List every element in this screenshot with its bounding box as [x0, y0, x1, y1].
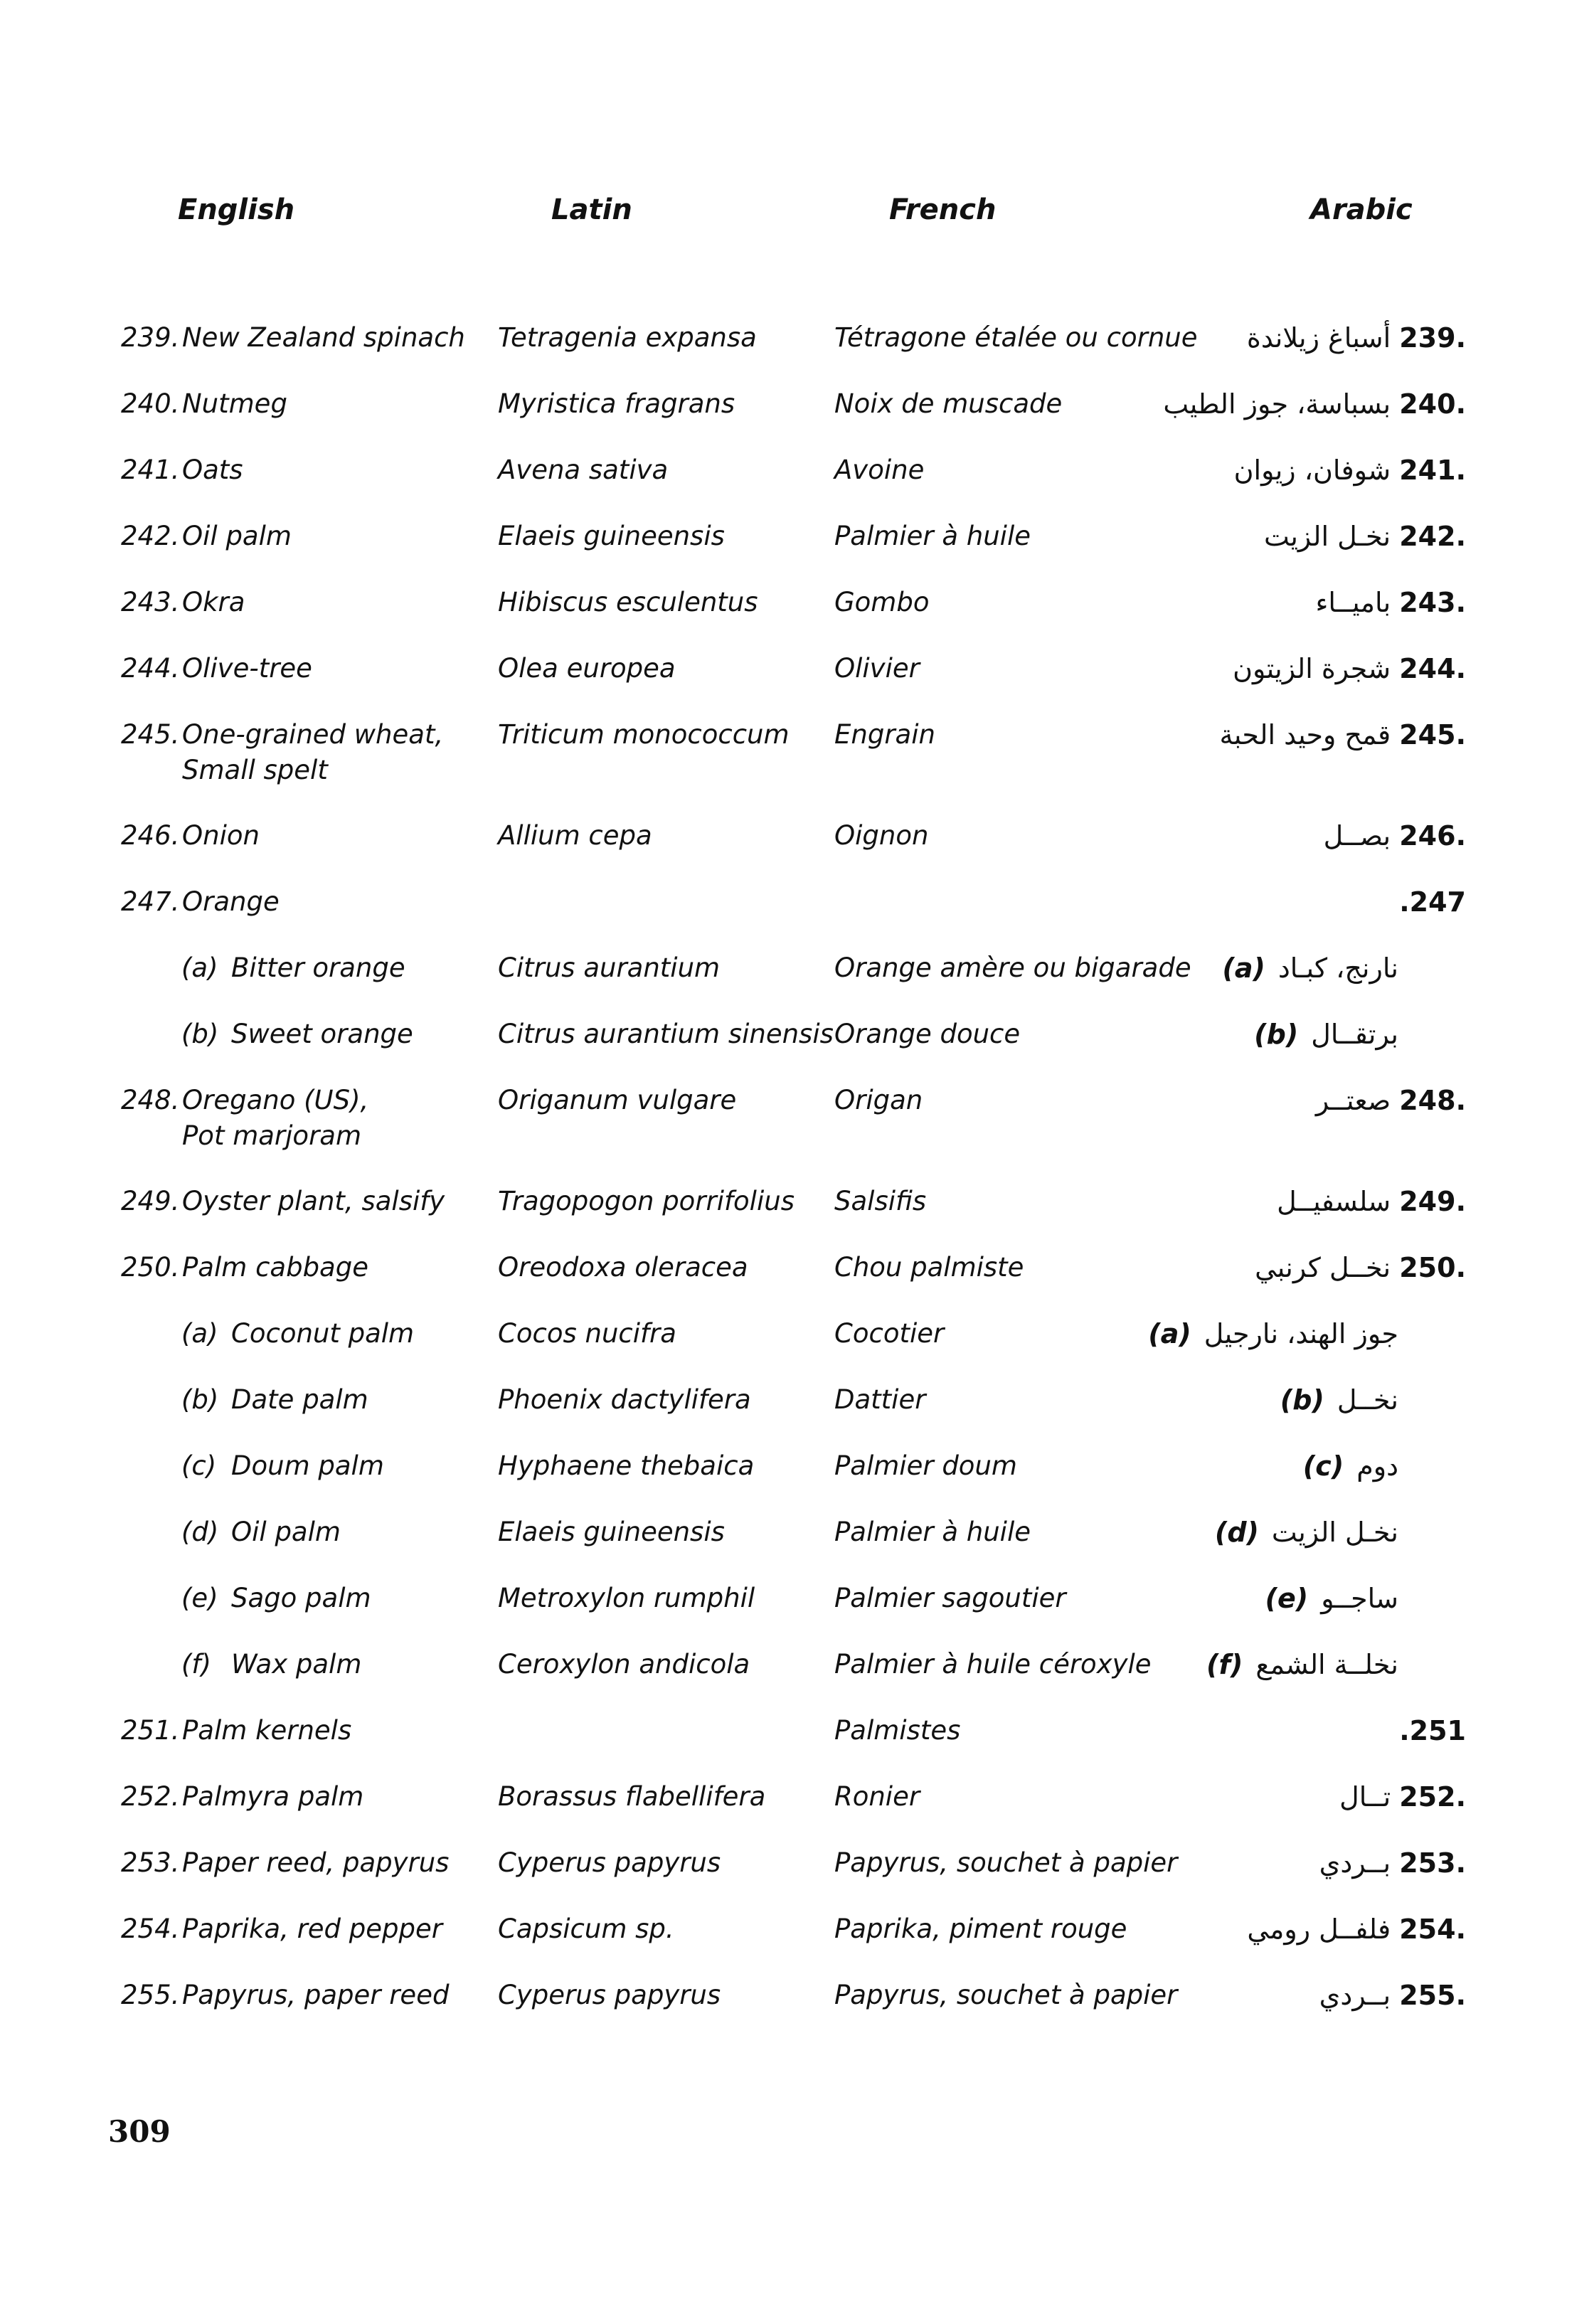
sub-entry-letter: (d) — [181, 1517, 219, 1547]
entry-number: 250. — [121, 1252, 180, 1283]
french-term: Palmier à huile — [834, 521, 1031, 551]
column-header — [0, 193, 1594, 236]
arabic-sub-letter: (c) — [1302, 1450, 1344, 1482]
english-term — [181, 1316, 537, 1352]
arabic-text: سلسفيــل — [1277, 1186, 1391, 1217]
table-row — [0, 1845, 1594, 1911]
arabic-entry-number: .243 — [1399, 587, 1466, 618]
arabic-term — [1096, 1250, 1466, 1285]
english-term — [121, 884, 477, 920]
latin-term: Citrus aurantium — [498, 953, 721, 983]
english-text: Oats — [182, 455, 243, 485]
arabic-term — [1096, 1911, 1466, 1947]
latin-term: Avena sativa — [498, 455, 669, 485]
arabic-term — [1096, 818, 1466, 854]
french-term: Tétragone étalée ou cornue — [834, 322, 1198, 353]
arabic-term — [1029, 1647, 1398, 1682]
english-term — [181, 1382, 537, 1418]
entry-number: 245. — [121, 719, 180, 750]
french-term: Dattier — [834, 1384, 926, 1415]
english-term — [121, 1978, 477, 2013]
french-term: Origan — [834, 1085, 923, 1115]
arabic-term — [1029, 1581, 1398, 1616]
arabic-entry-number: .248 — [1399, 1085, 1466, 1116]
french-term: Cocotier — [834, 1318, 945, 1349]
table-row — [0, 585, 1594, 651]
arabic-text: أسباغ زيلاندة — [1246, 322, 1391, 354]
english-text: Palm kernels — [182, 1715, 352, 1746]
arabic-term — [1096, 1845, 1466, 1881]
arabic-text: نخــل كرنبي — [1255, 1252, 1391, 1283]
table-row — [0, 1647, 1594, 1713]
french-term: Papyrus, souchet à papier — [834, 1980, 1178, 2010]
latin-term: Tragopogon porrifolius — [498, 1186, 795, 1216]
french-term: Palmistes — [834, 1715, 961, 1746]
arabic-entry-number: .255 — [1399, 1980, 1466, 2011]
table-row — [0, 519, 1594, 585]
english-text: Coconut palm — [231, 1318, 415, 1349]
latin-term: Tetragenia expansa — [498, 322, 757, 353]
arabic-term — [1029, 1448, 1398, 1484]
arabic-sub-letter: (e) — [1265, 1583, 1309, 1614]
english-text: Sago palm — [231, 1583, 371, 1613]
table-row — [0, 717, 1594, 818]
sub-entry-letter: (f) — [181, 1649, 211, 1680]
entry-number: 252. — [121, 1781, 180, 1812]
sub-entry-letter: (a) — [181, 1318, 218, 1349]
english-term — [121, 1184, 477, 1219]
french-term: Orange amère ou bigarade — [834, 953, 1191, 983]
english-text: Bitter orange — [231, 953, 405, 983]
latin-term: Metroxylon rumphil — [498, 1583, 755, 1613]
english-term — [181, 1581, 537, 1616]
arabic-term — [1029, 1382, 1398, 1418]
sub-entry-letter: (b) — [181, 1019, 219, 1049]
arabic-sub-letter: (b) — [1254, 1019, 1299, 1050]
french-term: Palmier à huile — [834, 1517, 1031, 1547]
latin-term: Citrus aurantium sinensis — [498, 1019, 834, 1049]
english-text: Sweet orange — [231, 1019, 413, 1049]
arabic-text: برتقــال — [1311, 1019, 1398, 1050]
table-row — [0, 1316, 1594, 1382]
english-term — [181, 950, 537, 986]
table-row — [0, 651, 1594, 717]
french-term: Chou palmiste — [834, 1252, 1024, 1283]
arabic-term — [1096, 585, 1466, 620]
english-term — [181, 1017, 537, 1052]
english-term — [121, 320, 477, 356]
arabic-text: قمح وحيد الحبة — [1219, 719, 1391, 750]
table-row — [0, 320, 1594, 386]
english-term — [121, 452, 477, 488]
entry-number: 243. — [121, 587, 180, 617]
english-term — [181, 1448, 537, 1484]
entry-number: 255. — [121, 1980, 180, 2010]
latin-term: Cocos nucifra — [498, 1318, 676, 1349]
arabic-text: بسباسة، جوز الطيب — [1163, 388, 1391, 420]
english-term — [181, 1514, 537, 1550]
english-text: Orange — [182, 886, 280, 917]
entry-number: 247. — [121, 886, 180, 917]
table-row — [0, 1911, 1594, 1978]
english-text: Papyrus, paper reed — [182, 1980, 450, 2010]
french-term: Papyrus, souchet à papier — [834, 1847, 1178, 1878]
latin-term: Myristica fragrans — [498, 388, 735, 419]
french-term: Gombo — [834, 587, 930, 617]
english-text: Palmyra palm — [182, 1781, 364, 1812]
entry-number: 240. — [121, 388, 180, 419]
arabic-sub-letter: (f) — [1206, 1649, 1243, 1680]
english-term — [121, 1779, 477, 1815]
english-text: Oil palm — [231, 1517, 341, 1547]
table-row — [0, 1083, 1594, 1184]
entry-number: 242. — [121, 521, 180, 551]
latin-term: Elaeis guineensis — [498, 1517, 725, 1547]
arabic-text: بــردي — [1319, 1980, 1391, 2011]
english-text: Oil palm — [182, 521, 292, 551]
page-number: 309 — [108, 2114, 171, 2149]
arabic-term — [1096, 1779, 1466, 1815]
arabic-term — [1029, 950, 1398, 986]
french-term: Avoine — [834, 455, 925, 485]
table-row — [0, 1514, 1594, 1581]
arabic-text: نخــل — [1337, 1384, 1398, 1416]
table-row — [0, 884, 1594, 950]
latin-term: Hibiscus esculentus — [498, 587, 758, 617]
arabic-text: ساجــو — [1321, 1583, 1398, 1614]
latin-term: Ceroxylon andicola — [498, 1649, 750, 1680]
latin-term: Hyphaene thebaica — [498, 1450, 755, 1481]
sub-entry-letter: (c) — [181, 1450, 217, 1481]
english-text: Oyster plant, salsify — [182, 1186, 445, 1216]
entry-number: 241. — [121, 455, 180, 485]
arabic-term — [1096, 717, 1466, 753]
arabic-term — [1096, 1184, 1466, 1219]
english-text: Okra — [182, 587, 245, 617]
french-term: Olivier — [834, 653, 920, 684]
table-row — [0, 1978, 1594, 2044]
arabic-term — [1096, 1978, 1466, 2013]
arabic-entry-number: .252 — [1399, 1781, 1466, 1813]
english-term — [121, 1845, 477, 1881]
english-text: Nutmeg — [182, 388, 287, 419]
arabic-text: نارنج، كبـاد — [1277, 953, 1398, 984]
english-term — [121, 818, 477, 854]
latin-term: Capsicum sp. — [498, 1914, 674, 1944]
entry-number: 249. — [121, 1186, 180, 1216]
arabic-sub-letter: (a) — [1148, 1318, 1191, 1349]
arabic-entry-number: .246 — [1399, 820, 1466, 851]
entry-number: 254. — [121, 1914, 180, 1944]
arabic-text: شجرة الزيتون — [1233, 653, 1391, 684]
english-term — [121, 1083, 477, 1154]
english-text: Oregano (US), — [182, 1085, 369, 1115]
english-text: One-grained wheat, — [182, 719, 444, 750]
entry-number: 246. — [121, 820, 180, 851]
arabic-text: تــال — [1339, 1781, 1391, 1813]
english-text: Doum palm — [231, 1450, 384, 1481]
arabic-text: شوفان، زيوان — [1233, 455, 1391, 486]
entry-number: 253. — [121, 1847, 180, 1878]
french-term: Orange douce — [834, 1019, 1021, 1049]
arabic-text: نخلــة الشمع — [1255, 1649, 1398, 1680]
french-term: Ronier — [834, 1781, 920, 1812]
table-row — [0, 1713, 1594, 1779]
french-term: Paprika, piment rouge — [834, 1914, 1127, 1944]
english-term — [121, 1713, 477, 1749]
glossary-table — [0, 320, 1594, 2044]
arabic-term — [1096, 1083, 1466, 1118]
english-text: Onion — [182, 820, 260, 851]
english-term — [121, 585, 477, 620]
sub-entry-letter: (a) — [181, 953, 218, 983]
arabic-text: نخـل الزيت — [1264, 521, 1391, 552]
latin-term: Phoenix dactylifera — [498, 1384, 751, 1415]
english-term — [121, 717, 477, 788]
table-row — [0, 818, 1594, 884]
latin-term: Origanum vulgare — [498, 1085, 737, 1115]
arabic-text: بصــل — [1323, 820, 1391, 851]
entry-number: 244. — [121, 653, 180, 684]
arabic-entry-number: .249 — [1399, 1186, 1466, 1217]
header-english: English — [178, 193, 295, 226]
arabic-term — [1096, 386, 1466, 422]
arabic-entry-number: .250 — [1399, 1252, 1466, 1283]
sub-entry-letter: (b) — [181, 1384, 219, 1415]
sub-entry-letter: (e) — [181, 1583, 218, 1613]
latin-term: Oreodoxa oleracea — [498, 1252, 748, 1283]
arabic-text: باميــاء — [1315, 587, 1391, 618]
french-term: Salsifis — [834, 1186, 927, 1216]
arabic-text: نخـل الزيت — [1271, 1517, 1398, 1548]
arabic-entry-number: .253 — [1399, 1847, 1466, 1879]
table-row — [0, 1382, 1594, 1448]
arabic-sub-letter: (b) — [1280, 1384, 1324, 1416]
table-row — [0, 452, 1594, 519]
arabic-entry-number: .239 — [1399, 322, 1466, 354]
french-term: Engrain — [834, 719, 935, 750]
english-text: Olive-tree — [182, 653, 312, 684]
table-row — [0, 1184, 1594, 1250]
french-term: Palmier doum — [834, 1450, 1017, 1481]
table-row — [0, 1250, 1594, 1316]
french-term: Palmier sagoutier — [834, 1583, 1066, 1613]
english-term — [121, 1911, 477, 1947]
english-text: Palm cabbage — [182, 1252, 368, 1283]
arabic-term — [1096, 320, 1466, 356]
english-term — [121, 651, 477, 686]
arabic-entry-number: .251 — [1399, 1715, 1466, 1746]
table-row — [0, 950, 1594, 1017]
arabic-term — [1029, 1017, 1398, 1052]
header-arabic: Arabic — [1310, 193, 1413, 226]
english-text: New Zealand spinach — [182, 322, 465, 353]
entry-number: 251. — [121, 1715, 180, 1746]
english-text: Wax palm — [231, 1649, 362, 1680]
arabic-term — [1096, 1713, 1466, 1749]
latin-term: Allium cepa — [498, 820, 652, 851]
arabic-text: دوم — [1356, 1450, 1398, 1482]
latin-term: Borassus flabellifera — [498, 1781, 766, 1812]
arabic-term — [1029, 1514, 1398, 1550]
arabic-entry-number: .244 — [1399, 653, 1466, 684]
entry-number: 239. — [121, 322, 180, 353]
latin-term: Cyperus papyrus — [498, 1980, 721, 2010]
arabic-term — [1096, 651, 1466, 686]
latin-term: Elaeis guineensis — [498, 521, 725, 551]
french-term: Noix de muscade — [834, 388, 1063, 419]
english-text: Paprika, red pepper — [182, 1914, 443, 1944]
arabic-entry-number: .240 — [1399, 388, 1466, 420]
english-term — [121, 1250, 477, 1285]
table-row — [0, 386, 1594, 452]
header-french: French — [889, 193, 997, 226]
english-text-line2: Small spelt — [182, 755, 328, 785]
english-term — [121, 519, 477, 554]
latin-term: Olea europea — [498, 653, 676, 684]
arabic-entry-number: .242 — [1399, 521, 1466, 552]
arabic-text: فلفــل رومي — [1247, 1914, 1391, 1945]
english-term — [181, 1647, 537, 1682]
arabic-term — [1029, 1316, 1398, 1352]
english-text: Paper reed, papyrus — [182, 1847, 450, 1878]
arabic-text: صعتــر — [1315, 1085, 1391, 1116]
arabic-term — [1096, 452, 1466, 488]
entry-number: 248. — [121, 1085, 180, 1115]
arabic-entry-number: .254 — [1399, 1914, 1466, 1945]
english-text-line2: Pot marjoram — [182, 1120, 361, 1151]
arabic-text: بــردي — [1319, 1847, 1391, 1879]
french-term: Oignon — [834, 820, 929, 851]
header-latin: Latin — [551, 193, 632, 226]
arabic-entry-number: .241 — [1399, 455, 1466, 486]
english-text: Date palm — [231, 1384, 368, 1415]
arabic-term — [1096, 884, 1466, 920]
arabic-entry-number: .247 — [1399, 886, 1466, 918]
table-row — [0, 1779, 1594, 1845]
latin-term: Cyperus papyrus — [498, 1847, 721, 1878]
table-row — [0, 1581, 1594, 1647]
english-term — [121, 386, 477, 422]
arabic-text: جوز الهند، نارجيل — [1204, 1318, 1398, 1349]
table-row — [0, 1017, 1594, 1083]
arabic-sub-letter: (d) — [1214, 1517, 1259, 1548]
arabic-term — [1096, 519, 1466, 554]
table-row — [0, 1448, 1594, 1514]
french-term: Palmier à huile céroxyle — [834, 1649, 1152, 1680]
arabic-entry-number: .245 — [1399, 719, 1466, 750]
arabic-sub-letter: (a) — [1222, 953, 1265, 984]
latin-term: Triticum monococcum — [498, 719, 790, 750]
